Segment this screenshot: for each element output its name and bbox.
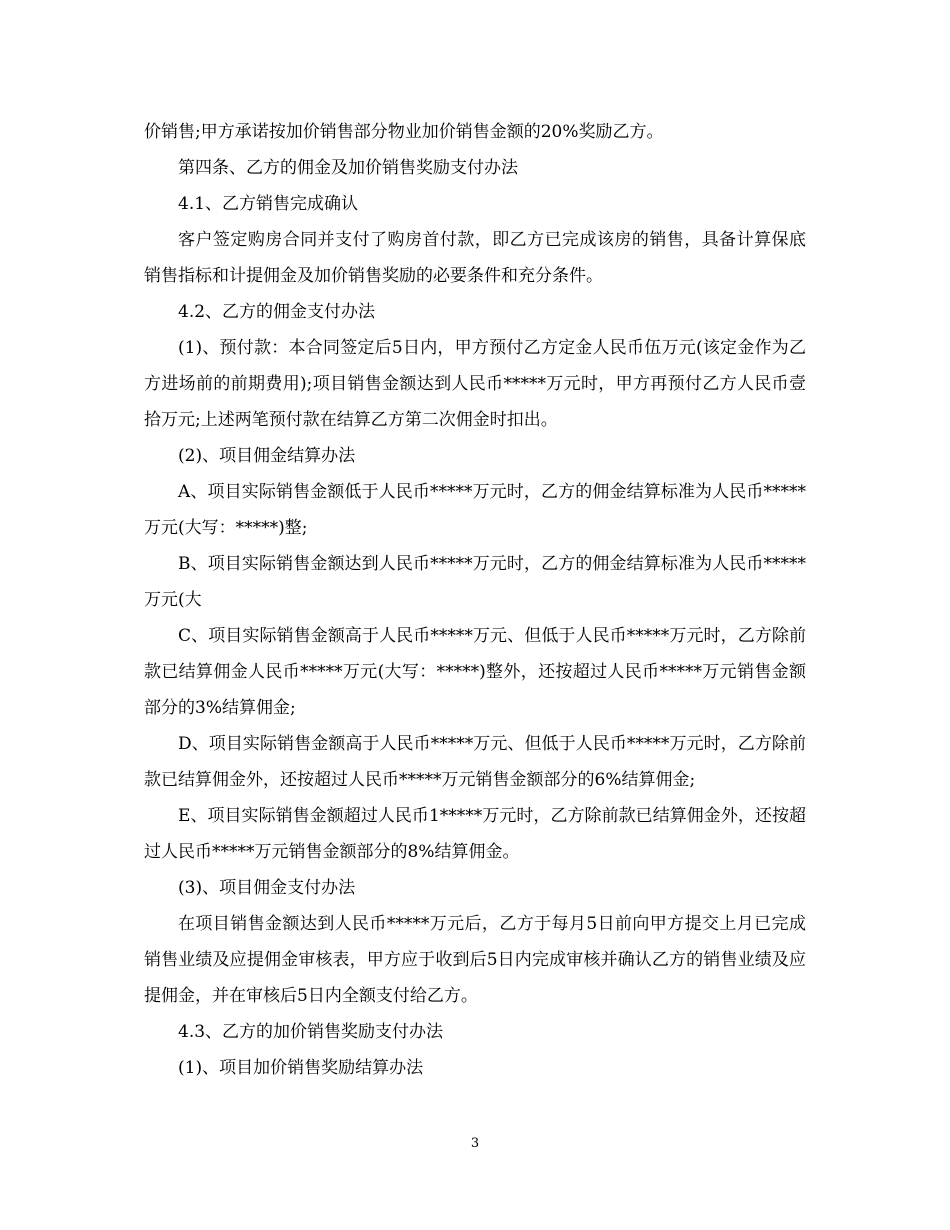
clause-a: A、项目实际销售金额低于人民币*****万元时，乙方的佣金结算标准为人民币*****万元(大写：*****)整;	[144, 482, 806, 538]
section-4-1-heading: 4.1、乙方销售完成确认	[178, 194, 359, 214]
clause-c: C、项目实际销售金额高于人民币*****万元、但低于人民币*****万元时，乙方除前款已结算佣金人民币*****万元(大写：*****)整外，还按超过人民币*****万元销售金额部分的3%结算佣金;	[144, 626, 806, 718]
article-4-heading: 第四条、乙方的佣金及加价销售奖励支付办法	[178, 158, 518, 178]
clause-b: B、项目实际销售金额达到人民币*****万元时，乙方的佣金结算标准为人民币*****万元(大	[144, 554, 806, 610]
paragraph-prepayment: (1)、预付款：本合同签定后5日内，甲方预付乙方定金人民币伍万元(该定金作为乙方进场前的前期费用);项目销售金额达到人民币*****万元时，甲方再预付乙方人民币壹拾万元;上述两笔预付款在结算乙方第二次佣金时扣出。	[144, 338, 806, 430]
subsection-commission-payment: (3)、项目佣金支付办法	[178, 878, 356, 898]
page-number: 3	[470, 1136, 480, 1151]
document-body	[144, 114, 806, 1086]
section-4-3-heading: 4.3、乙方的加价销售奖励支付办法	[178, 1022, 444, 1042]
subsection-bonus-settlement: (1)、项目加价销售奖励结算办法	[178, 1058, 424, 1078]
subsection-commission-settlement: (2)、项目佣金结算办法	[178, 446, 356, 466]
paragraph-1: 价销售;甲方承诺按加价销售部分物业加价销售金额的20%奖励乙方。	[144, 122, 664, 142]
section-4-2-heading: 4.2、乙方的佣金支付办法	[178, 302, 376, 322]
paragraph-sales-confirmation: 客户签定购房合同并支付了购房首付款，即乙方已完成该房的销售，具备计算保底销售指标和计提佣金及加价销售奖励的必要条件和充分条件。	[144, 230, 806, 286]
clause-e: E、项目实际销售金额超过人民币1*****万元时，乙方除前款已结算佣金外，还按超过人民币*****万元销售金额部分的8%结算佣金。	[144, 806, 806, 862]
paragraph-payment-procedure: 在项目销售金额达到人民币*****万元后，乙方于每月5日前向甲方提交上月已完成销售业绩及应提佣金审核表，甲方应于收到后5日内完成审核并确认乙方的销售业绩及应提佣金，并在审核后5日内全额支付给乙方。	[144, 914, 806, 1006]
clause-d: D、项目实际销售金额高于人民币*****万元、但低于人民币*****万元时，乙方除前款已结算佣金外，还按超过人民币*****万元销售金额部分的6%结算佣金;	[144, 734, 806, 790]
